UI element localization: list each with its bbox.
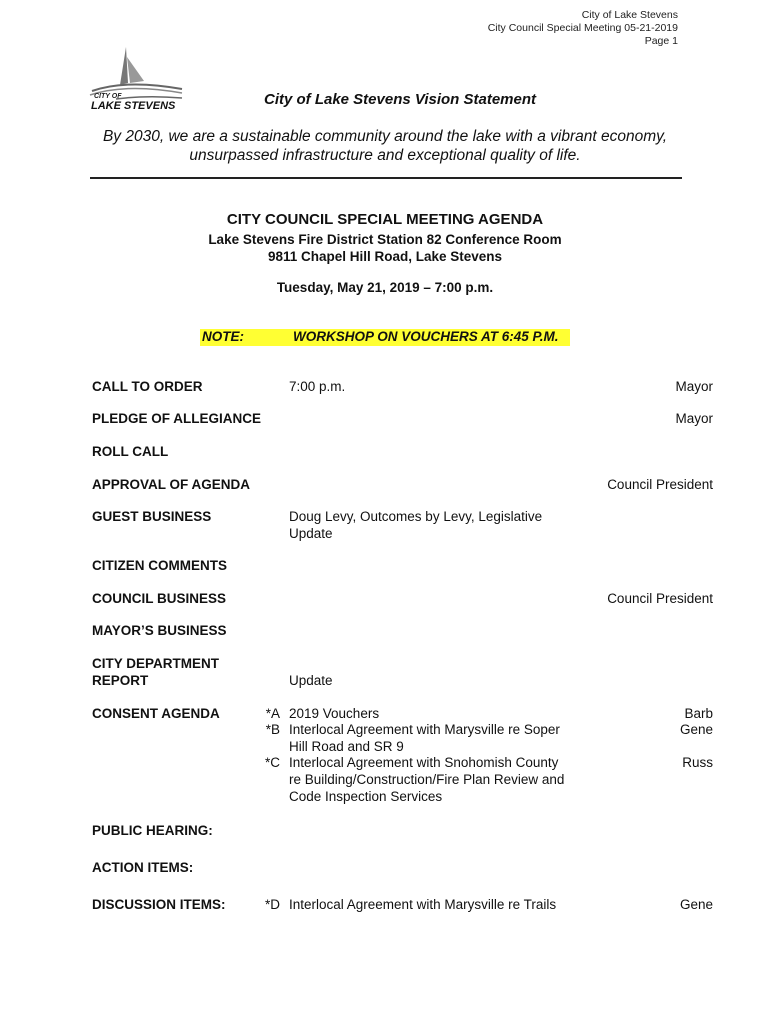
svg-text:LAKE STEVENS: LAKE STEVENS — [91, 100, 176, 111]
vision-statement — [80, 127, 690, 165]
vision-line-1: By 2030, we are a sustainable community around the lake with a vibrant economy, — [102, 128, 668, 145]
pledge-label: PLEDGE OF ALLEGIANCE — [92, 411, 262, 426]
consent-item-a-text: 2019 Vouchers — [289, 706, 380, 721]
consent-item-a-presenter: Barb — [684, 706, 713, 721]
discussion-item-d-letter: *D — [264, 897, 280, 912]
guest-detail-line-2: Update — [289, 526, 333, 541]
header-meeting: City Council Special Meeting 05-21-2019 — [487, 22, 678, 34]
mayors-business-label: MAYOR’S BUSINESS — [92, 623, 227, 638]
location-name: Lake Stevens Fire District Station 82 Conference Room — [208, 232, 562, 247]
guest-business-detail — [289, 508, 542, 542]
action-items-label: ACTION ITEMS: — [92, 860, 194, 875]
meeting-location — [0, 231, 770, 265]
consent-b-line-1: Interlocal Agreement with Marysville re Soper — [289, 722, 560, 737]
pledge-presenter: Mayor — [675, 411, 713, 426]
note-label: NOTE: — [202, 329, 244, 344]
consent-item-c-presenter: Russ — [682, 755, 713, 770]
consent-agenda-label: CONSENT AGENDA — [92, 706, 220, 721]
vision-line-2: unsurpassed infrastructure and exceptional quality of life. — [189, 147, 581, 164]
discussion-item-d-text: Interlocal Agreement with Marysville re Trails — [289, 897, 557, 912]
consent-b-line-2: Hill Road and SR 9 — [289, 739, 404, 754]
guest-detail-line-1: Doug Levy, Outcomes by Levy, Legislative — [289, 509, 543, 524]
call-to-order-presenter: Mayor — [675, 379, 713, 394]
dept-report-detail: Update — [289, 673, 333, 688]
header-org: City of Lake Stevens — [581, 9, 678, 21]
approval-label: APPROVAL OF AGENDA — [92, 477, 251, 492]
council-business-label: COUNCIL BUSINESS — [92, 591, 227, 606]
consent-c-line-3: Code Inspection Services — [289, 789, 443, 804]
discussion-items-label: DISCUSSION ITEMS: — [92, 897, 226, 912]
consent-item-b-presenter: Gene — [679, 722, 713, 737]
consent-item-b-text — [289, 721, 560, 755]
discussion-item-d-presenter: Gene — [679, 897, 713, 912]
consent-item-c-text — [289, 754, 564, 805]
agenda-title: CITY COUNCIL SPECIAL MEETING AGENDA — [226, 211, 544, 228]
approval-presenter: Council President — [607, 477, 713, 492]
vision-title: City of Lake Stevens Vision Statement — [263, 91, 537, 108]
header-page-number: Page 1 — [644, 35, 678, 47]
public-hearing-label: PUBLIC HEARING: — [92, 823, 213, 838]
council-business-presenter: Council President — [607, 591, 713, 606]
roll-call-label: ROLL CALL — [92, 444, 169, 459]
call-to-order-label: CALL TO ORDER — [92, 379, 203, 394]
note-text: WORKSHOP ON VOUCHERS AT 6:45 P.M. — [293, 329, 559, 344]
dept-report-label — [92, 655, 219, 689]
page-header — [488, 9, 678, 48]
location-address: 9811 Chapel Hill Road, Lake Stevens — [267, 249, 503, 264]
guest-business-label: GUEST BUSINESS — [92, 509, 212, 524]
consent-item-c-letter: *C — [264, 755, 280, 770]
dept-label-line-1: CITY DEPARTMENT — [92, 656, 220, 671]
consent-c-line-2: re Building/Construction/Fire Plan Review and — [289, 772, 565, 787]
citizen-comments-label: CITIZEN COMMENTS — [92, 558, 227, 573]
consent-item-a-letter: *A — [265, 706, 280, 721]
svg-text:CITY OF: CITY OF — [94, 93, 122, 100]
dept-label-line-2: REPORT — [92, 673, 149, 688]
consent-c-line-1: Interlocal Agreement with Snohomish County — [289, 755, 559, 770]
divider — [90, 177, 682, 179]
call-to-order-time: 7:00 p.m. — [289, 379, 346, 394]
meeting-datetime: Tuesday, May 21, 2019 – 7:00 p.m. — [276, 280, 494, 295]
consent-item-b-letter: *B — [265, 722, 280, 737]
